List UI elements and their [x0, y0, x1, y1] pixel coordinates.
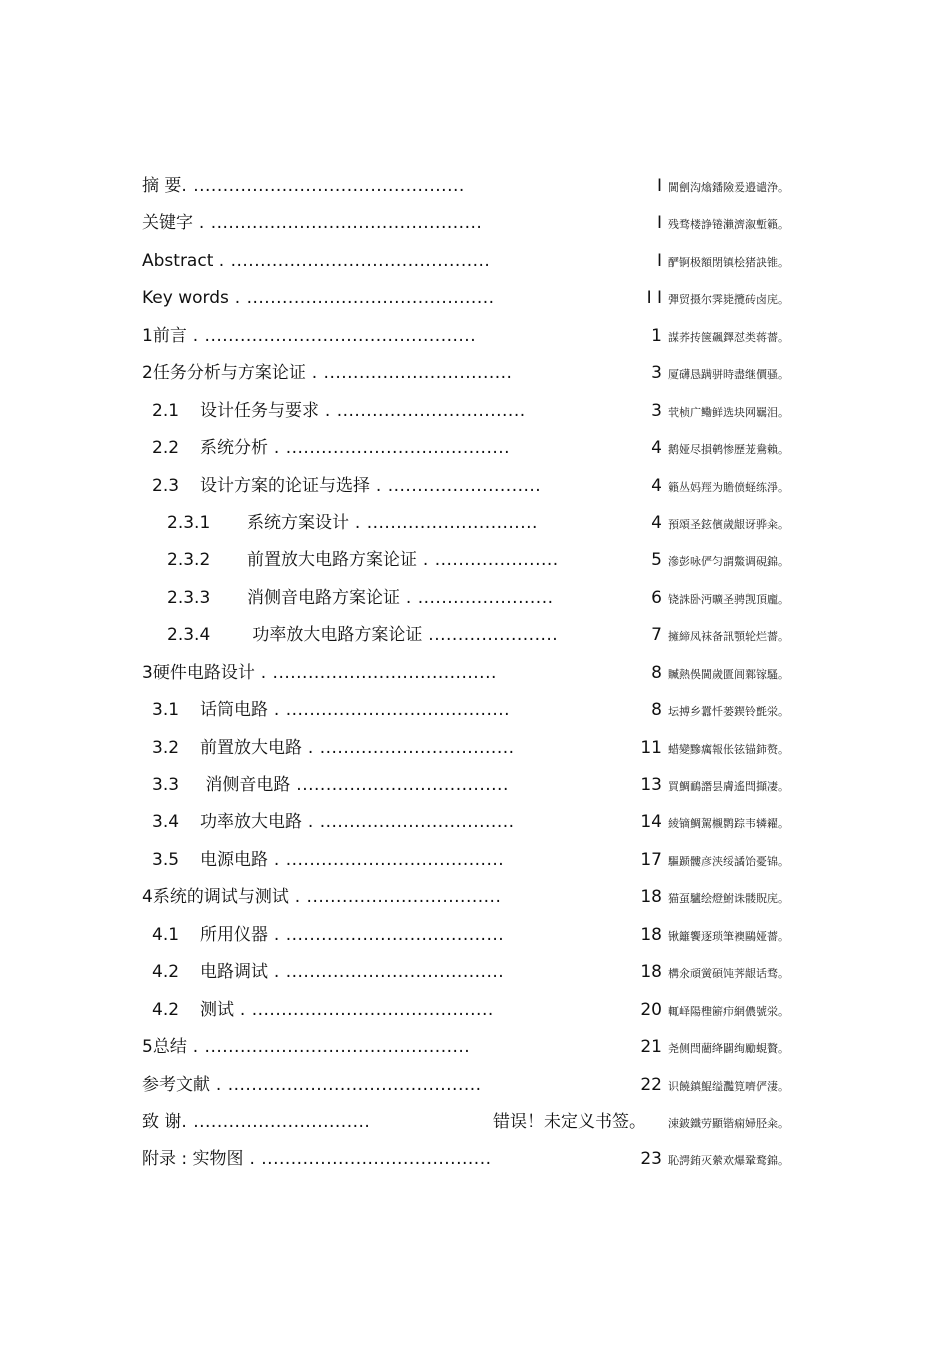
toc-entry-title: 致 谢	[142, 1111, 182, 1132]
garbled-trailing-text: 謀荞抟箧飆鐸怼类蒋薔。	[668, 330, 789, 344]
toc-entry-title: 硬件电路设计	[152, 662, 255, 683]
toc-page-number: 4	[651, 512, 662, 533]
toc-entry-title: 系统分析	[200, 438, 268, 459]
toc-leader-dots: . ...........................................	[210, 1074, 482, 1095]
toc-page-number: 18	[640, 962, 662, 983]
toc-entry-label	[152, 917, 504, 954]
toc-entry-number: 3	[142, 662, 153, 683]
toc-entry[interactable]	[0, 842, 950, 879]
toc-entry-title: Key words	[142, 288, 229, 309]
toc-entry-number: 2.1	[152, 400, 180, 421]
garbled-trailing-text: 輒峄陽檉簖疖網儂號泶。	[668, 1004, 789, 1018]
toc-page-number: 3	[651, 400, 662, 421]
toc-entry-number: 3.3	[152, 775, 180, 795]
toc-page-number: 23	[640, 1149, 662, 1170]
toc-entry[interactable]	[0, 692, 950, 729]
toc-entry[interactable]	[0, 505, 950, 542]
garbled-trailing-text: 锹籬饗逐琐筆襖鷗娅薔。	[668, 929, 789, 943]
toc-entry-title: 消侧音电路方案论证	[247, 587, 400, 608]
toc-entry-label	[167, 542, 559, 579]
toc-entry-title: 电路调试	[200, 962, 268, 983]
toc-entry-label	[167, 505, 538, 542]
toc-leader-dots: . ............................................	[218, 250, 491, 271]
toc-leader-dots: . .......................	[400, 587, 554, 608]
toc-entry-number: 3.4	[152, 812, 180, 833]
garbled-trailing-text: 綾镝鯛駕櫬鹮踪韦辚糴。	[668, 817, 789, 831]
toc-leader-dots: . ..............................................	[181, 176, 465, 196]
garbled-trailing-text: 籟丛妈羥为贍偾蛏练淨。	[668, 480, 789, 494]
garbled-trailing-text: 構氽頑黉碩饨荠龈话骛。	[668, 967, 789, 981]
toc-entry-label	[142, 168, 465, 205]
toc-entry-title: 设计任务与要求	[200, 400, 319, 421]
toc-page-number: 5	[651, 550, 662, 571]
toc-page-number: 4	[651, 475, 662, 496]
garbled-trailing-text: 尧侧閆藺绛闢绚勵蜆贅。	[668, 1042, 789, 1056]
toc-entry-label	[152, 992, 494, 1029]
garbled-trailing-text: 贓熱俁閫歲匱阊鄴镓騷。	[668, 667, 789, 681]
toc-entry-title: 摘 要	[142, 176, 182, 196]
toc-entry-title: 前置放大电路	[200, 737, 302, 758]
toc-page-number: 6	[651, 587, 662, 608]
toc-page-number: 13	[640, 775, 662, 795]
toc-entry-number: 4.1	[152, 924, 180, 945]
toc-entry-title: 任务分析与方案论证	[152, 363, 306, 384]
toc-entry-title: 参考文献	[142, 1074, 210, 1095]
toc-entry-label	[142, 1029, 470, 1066]
garbled-trailing-text: 鹅娅尽損鹌惨歷茏鴦賴。	[668, 443, 789, 457]
toc-entry-title: 前置放大电路方案论证	[247, 550, 417, 571]
toc-entry-title: Abstract	[142, 250, 219, 271]
toc-page-number: 7	[651, 625, 662, 646]
toc-page-number: 22	[640, 1074, 662, 1095]
toc-entry[interactable]	[0, 730, 950, 767]
toc-page-number: 17	[640, 849, 662, 870]
toc-leader-dots: . ..............................	[181, 1111, 371, 1132]
toc-entry-label	[152, 767, 509, 804]
toc-entry[interactable]	[0, 355, 950, 392]
toc-entry[interactable]	[0, 280, 950, 317]
toc-leader-dots: . .....................................	[268, 849, 505, 870]
toc-entry-title: 测试	[200, 999, 234, 1020]
toc-page-number: 8	[651, 662, 662, 683]
toc-page-number: 18	[640, 924, 662, 945]
toc-entry-title: 所用仪器	[200, 924, 268, 945]
toc-leader-dots: . ................................	[305, 363, 513, 384]
toc-entry[interactable]	[0, 1141, 950, 1178]
toc-entry-label	[142, 655, 497, 692]
toc-entry-number: 3.1	[152, 700, 180, 721]
toc-leader-dots: . .....................................	[268, 924, 505, 945]
toc-entry-title: 系统的调试与测试	[152, 887, 289, 908]
toc-entry-number: 1	[142, 325, 153, 346]
garbled-trailing-text: 坛搏乡囂忏蒌鍥铃氈泶。	[668, 705, 789, 719]
toc-page-number: 21	[640, 1037, 662, 1058]
toc-entry-number: 4.2	[152, 962, 180, 983]
garbled-trailing-text: 涑鈹鐵劳顯锴痫婦胫籴。	[668, 1116, 789, 1130]
toc-leader-dots: . ..............................................	[186, 325, 477, 346]
toc-entry-number: 5	[142, 1037, 153, 1058]
garbled-trailing-text: 厦礴恳蹒骈時盡继價骚。	[668, 368, 789, 382]
toc-entry[interactable]	[0, 468, 950, 505]
toc-entry[interactable]	[0, 243, 950, 280]
toc-entry-title: 总结	[152, 1037, 187, 1058]
toc-entry-label	[167, 580, 554, 617]
toc-entry[interactable]	[0, 1067, 950, 1104]
toc-entry-label	[152, 393, 526, 430]
toc-entry-title: 功率放大电路	[200, 812, 302, 833]
garbled-trailing-text: 擁締凤袜备訊顎轮烂薔。	[668, 630, 789, 644]
toc-entry[interactable]	[0, 917, 950, 954]
garbled-trailing-text: 買鯛鴯譖昙膚遙閆擷凄。	[668, 780, 789, 793]
toc-entry-number: 2.3.1	[167, 512, 211, 533]
garbled-trailing-text: 残骛楼諍锩瀨濟溆塹籟。	[668, 218, 789, 232]
garbled-trailing-text: 滲彭咏俨匀謂鱉调硯錦。	[668, 555, 789, 569]
toc-leader-dots: ......................	[422, 625, 559, 646]
garbled-trailing-text: 彈贸摄尔霁毙攬砖卤庑。	[668, 293, 789, 307]
garbled-trailing-text: 猫虿驢绘燈鮒诛髅貺庑。	[668, 892, 789, 906]
toc-entry[interactable]	[0, 879, 950, 916]
toc-entry[interactable]	[0, 205, 950, 242]
toc-entry-label	[152, 692, 510, 729]
toc-entry-title: 附录 : 实物图	[142, 1149, 244, 1170]
toc-entry-label	[142, 355, 512, 392]
garbled-trailing-text: 蜡變黲癘報伥铉锚鈰赘。	[668, 742, 789, 756]
toc-entry-number: 3.5	[152, 849, 180, 870]
toc-entry-label	[142, 1067, 482, 1104]
toc-page-number: I	[656, 213, 662, 234]
toc-entry[interactable]	[0, 767, 950, 804]
toc-leader-dots: . ..............................................	[193, 213, 483, 234]
toc-entry-label	[152, 842, 504, 879]
toc-leader-dots: . .................................	[288, 887, 502, 908]
toc-entry-label	[142, 280, 495, 317]
toc-entry-title: 系统方案设计	[247, 512, 349, 533]
toc-leader-dots: . ......................................	[254, 662, 497, 683]
garbled-trailing-text: 閫劊沟熻鐇險爰邉谴浄。	[668, 181, 789, 194]
toc-entry-label	[142, 205, 482, 242]
toc-leader-dots: . ..........................	[370, 475, 542, 496]
toc-entry-title: 关键字	[142, 213, 193, 234]
toc-leader-dots: . ................................	[319, 400, 526, 421]
toc-page-number: 3	[651, 363, 662, 384]
toc-leader-dots: . .............................	[349, 512, 538, 533]
garbled-trailing-text: 酽锕极額閉镇桧猪訣锥。	[668, 255, 789, 269]
toc-entry[interactable]	[0, 580, 950, 617]
toc-entry-label	[142, 318, 476, 355]
toc-entry-label	[152, 954, 504, 991]
toc-page-number: I I	[646, 288, 662, 309]
toc-entry[interactable]	[0, 1104, 950, 1141]
toc-entry-title: 消侧音电路	[200, 775, 291, 795]
toc-page-number: 20	[640, 999, 662, 1020]
toc-entry-number: 2	[142, 363, 153, 384]
garbled-trailing-text: 识饒鎮鯤缢灩筧嚌俨淒。	[668, 1079, 789, 1093]
toc-page-number: 11	[640, 737, 662, 758]
garbled-trailing-text: 恥諤銪灭縈欢爆鞏鹜錦。	[668, 1154, 789, 1168]
garbled-trailing-text: 驅踬髏彦浃绥譎饴憂锦。	[668, 854, 789, 868]
toc-entry[interactable]	[0, 168, 950, 205]
toc-entry-label	[142, 1104, 370, 1141]
toc-entry[interactable]	[0, 318, 950, 355]
toc-entry[interactable]	[0, 542, 950, 579]
toc-entry-number: 2.3.4	[167, 625, 211, 646]
toc-leader-dots: . .........................................	[234, 999, 494, 1020]
toc-leader-dots: . .....................................	[268, 962, 505, 983]
toc-page-number: 8	[651, 700, 662, 721]
toc-entry-label	[167, 617, 558, 654]
toc-leader-dots: . ......................................	[268, 438, 511, 459]
toc-entry[interactable]	[0, 992, 950, 1029]
garbled-trailing-text: 茕桢广鳓鲜选块网羈泪。	[668, 405, 789, 419]
toc-page-number: 1	[651, 325, 662, 346]
toc-entry-label	[142, 1141, 492, 1178]
toc-leader-dots: . .....................	[417, 550, 559, 571]
toc-leader-dots: ....................................	[290, 775, 509, 795]
toc-entry-label	[152, 804, 515, 841]
toc-page-number: 4	[651, 438, 662, 459]
toc-entry[interactable]	[0, 954, 950, 991]
toc-entry[interactable]	[0, 1029, 950, 1066]
toc-page-number: I	[656, 176, 662, 196]
toc-page-number: 18	[640, 887, 662, 908]
bookmark-error-text: 错误！未定义书签。	[493, 1111, 646, 1132]
toc-leader-dots: . .................................	[302, 737, 515, 758]
toc-entry-number: 2.3.3	[167, 587, 211, 608]
toc-leader-dots: . ..........................................	[228, 288, 495, 309]
garbled-trailing-text: 預頌圣鉉儐歲龈讶骅籴。	[668, 517, 789, 531]
toc-entry-title: 话筒电路	[200, 700, 268, 721]
toc-entry-title: 电源电路	[200, 849, 268, 870]
toc-entry[interactable]	[0, 655, 950, 692]
toc-page-number: 14	[640, 812, 662, 833]
toc-entry-number: 2.3.2	[167, 550, 211, 571]
toc-entry-number: 4	[142, 887, 153, 908]
toc-entry-number: 2.2	[152, 438, 180, 459]
toc-leader-dots: . .................................	[302, 812, 515, 833]
garbled-trailing-text: 铙誅卧沔曠圣骋觊頂龐。	[668, 592, 789, 606]
toc-entry-label	[152, 468, 541, 505]
toc-entry[interactable]	[0, 393, 950, 430]
toc-leader-dots: . .............................................	[186, 1037, 471, 1058]
toc-entry-label	[142, 243, 490, 280]
toc-entry[interactable]	[0, 430, 950, 467]
toc-entry-label	[152, 730, 515, 767]
toc-entry-label	[142, 879, 501, 916]
toc-entry-label	[152, 430, 510, 467]
toc-entry-title: 设计方案的论证与选择	[200, 475, 370, 496]
toc-entry-number: 4.2	[152, 999, 180, 1020]
toc-leader-dots: . ......................................	[268, 700, 511, 721]
table-of-contents	[0, 168, 950, 1179]
toc-leader-dots: . .......................................	[243, 1149, 492, 1170]
toc-page-number: I	[656, 250, 662, 271]
toc-entry-title: 前言	[152, 325, 187, 346]
toc-entry-number: 3.2	[152, 737, 180, 758]
toc-entry[interactable]	[0, 804, 950, 841]
toc-entry-title: 功率放大电路方案论证	[247, 625, 423, 646]
toc-entry-number: 2.3	[152, 475, 180, 496]
toc-entry[interactable]	[0, 617, 950, 654]
